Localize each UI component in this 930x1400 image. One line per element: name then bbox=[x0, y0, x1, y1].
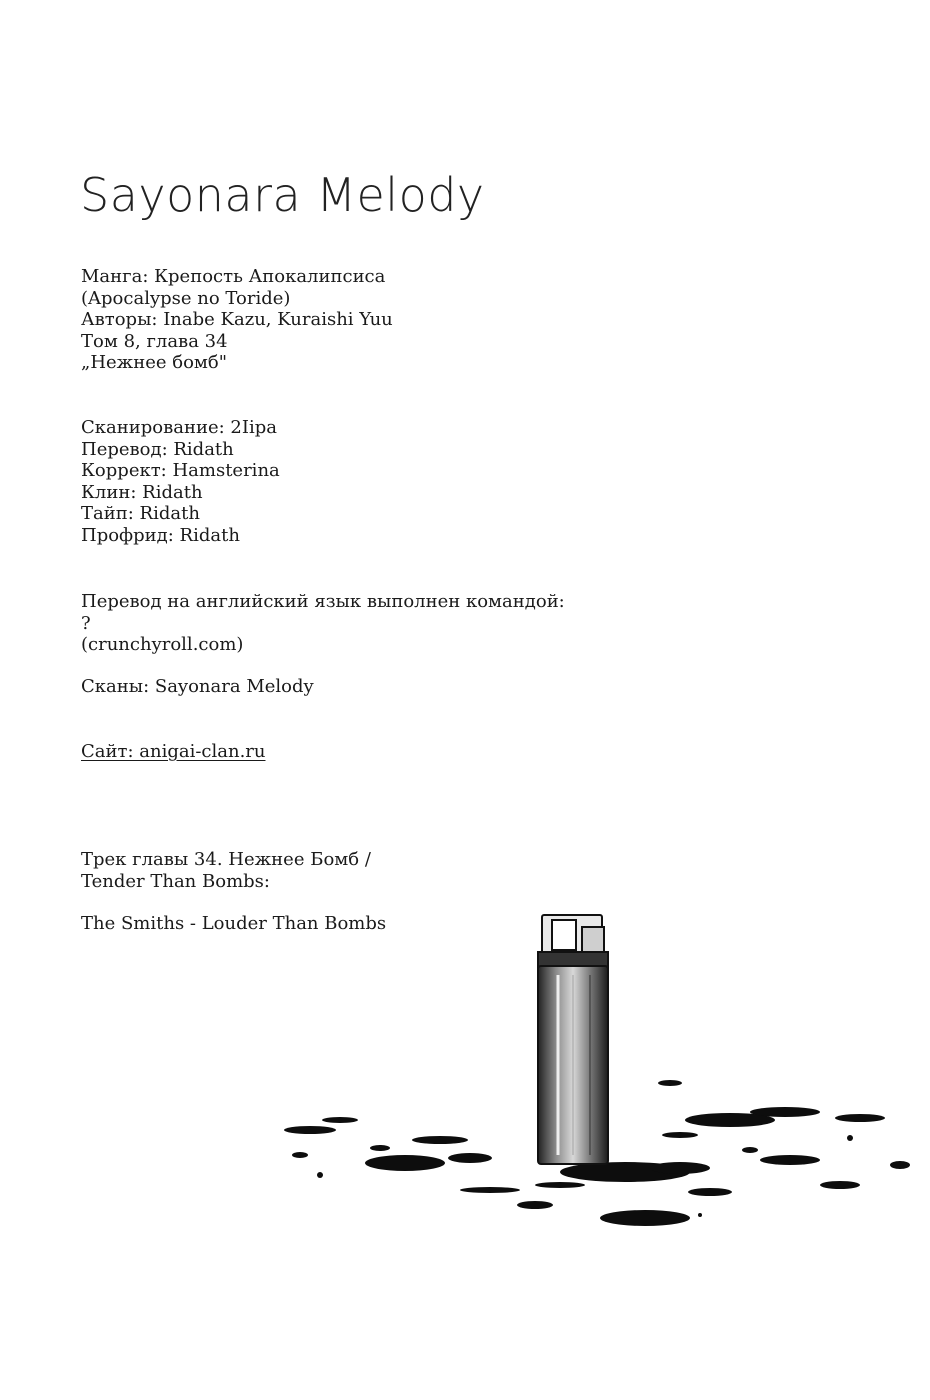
english-translation-info bbox=[81, 591, 565, 656]
credit-clean: Клин: Ridath bbox=[81, 481, 203, 503]
manga-authors: Авторы: Inabe Kazu, Kuraishi Yuu bbox=[81, 309, 393, 330]
credit-proofread: Коррект: Hamsterina bbox=[81, 460, 280, 481]
credit-proofreader: Профрид: Ridath bbox=[81, 524, 240, 546]
lighter-illustration bbox=[260, 900, 910, 1240]
english-team-label: Перевод на английский язык выполнен командой: bbox=[81, 591, 565, 612]
manga-volume-chapter: Том 8, глава 34 bbox=[81, 330, 228, 352]
track-song: The Smiths - Louder Than Bombs bbox=[81, 913, 387, 934]
credits-list bbox=[81, 417, 280, 546]
track-title-en: Tender Than Bombs: bbox=[81, 870, 270, 892]
site-block bbox=[81, 741, 266, 763]
scans-line: Сканы: Sayonara Melody bbox=[81, 676, 314, 697]
english-team-name: ? bbox=[81, 612, 91, 634]
english-team-site: (crunchyroll.com) bbox=[81, 634, 244, 655]
manga-chapter-title: „Нежнее бомб" bbox=[81, 352, 228, 373]
page-title: Sayonara Melody bbox=[80, 168, 485, 222]
credit-typeset: Тайп: Ridath bbox=[81, 503, 200, 524]
lighter bbox=[538, 915, 608, 1164]
track-title-ru: Трек главы 34. Нежнее Бомб / bbox=[81, 849, 371, 870]
credit-scan: Сканирование: 2Iipa bbox=[81, 417, 277, 438]
site-link[interactable]: Сайт: anigai-clan.ru bbox=[81, 741, 266, 762]
manga-info bbox=[81, 266, 393, 374]
credit-translation: Перевод: Ridath bbox=[81, 438, 234, 460]
manga-title-line: Манга: Крепость Апокалипсиса bbox=[81, 266, 386, 287]
manga-original-title: (Apocalypse no Toride) bbox=[81, 287, 291, 309]
